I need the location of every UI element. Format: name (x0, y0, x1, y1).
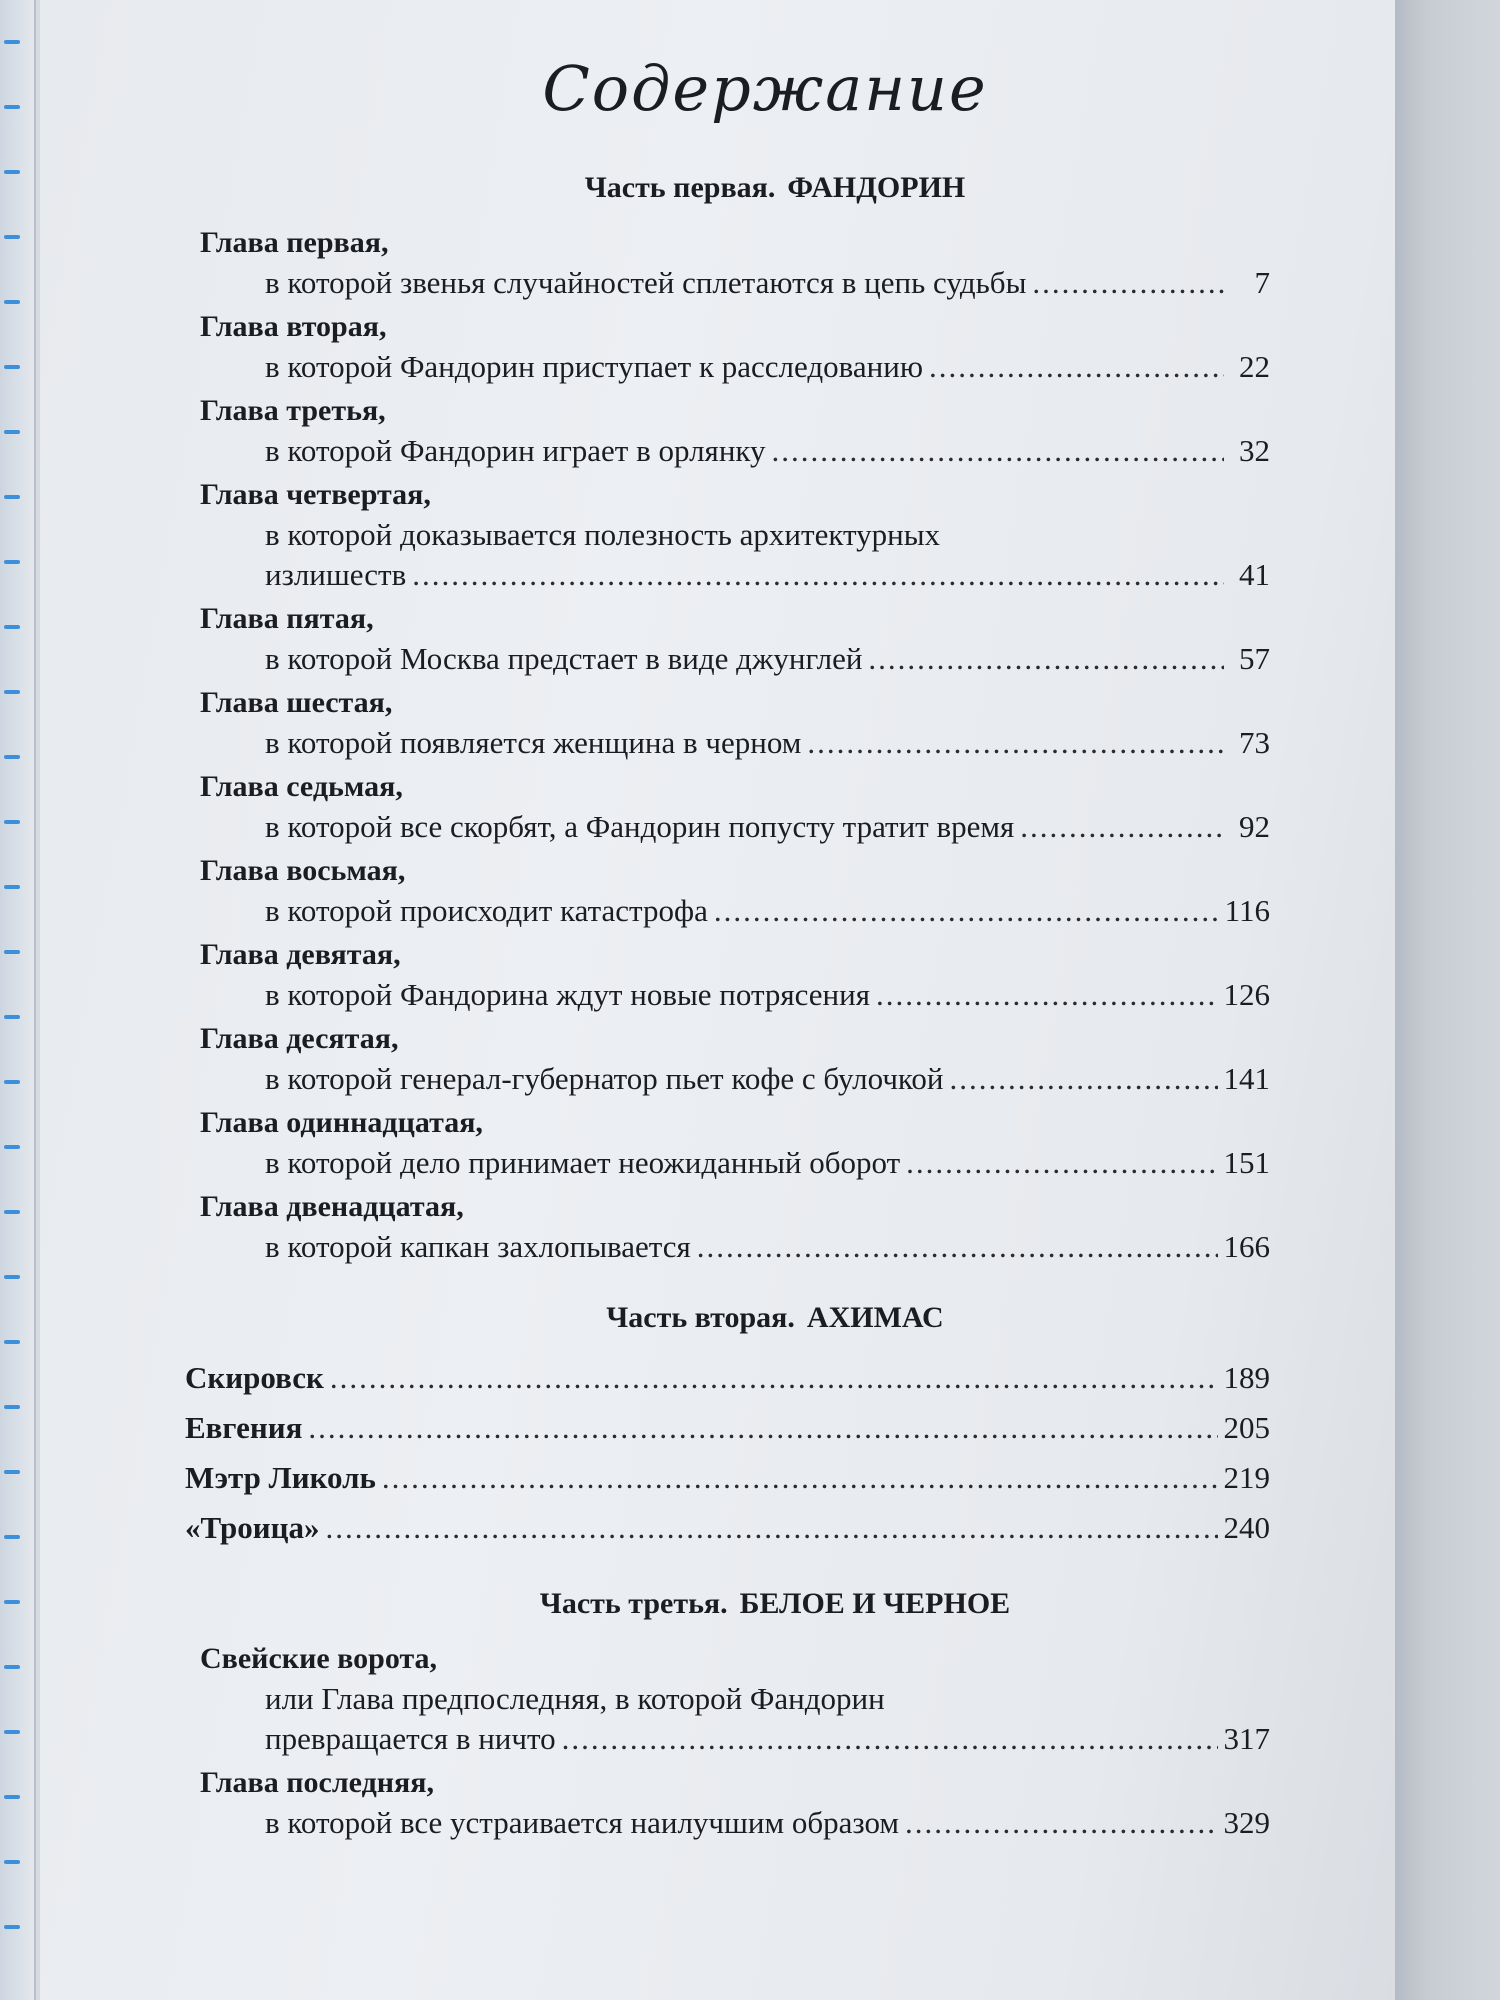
part-name: БЕЛОЕ И ЧЕРНОЕ (739, 1587, 1011, 1620)
chapter-description: в которой Фандорина ждут новые потрясения (265, 977, 870, 1012)
chapter-title: Глава девятая, (200, 938, 401, 971)
part-name: АХИМАС (806, 1301, 944, 1334)
dot-leader (1020, 807, 1224, 847)
chapter-line (265, 1227, 1270, 1267)
binder-edge (0, 0, 36, 2000)
entry-title: «Троица» (185, 1510, 320, 1545)
toc-entry (185, 1503, 1270, 1553)
chapter-title: Глава седьмая, (200, 770, 403, 803)
page-number: 57 (1239, 641, 1270, 676)
chapter-description: в которой появляется женщина в черном (265, 725, 802, 760)
page-title: Содержание (542, 52, 988, 125)
dot-leader (905, 1803, 1218, 1843)
toc-entry (185, 1353, 1270, 1403)
dot-leader (876, 975, 1218, 1015)
dot-leader (929, 347, 1224, 387)
chapter-title: Глава вторая, (200, 310, 387, 343)
page-number: 329 (1223, 1805, 1270, 1840)
chapter-description: в которой Москва предстает в виде джунглей (265, 641, 863, 676)
toc-entry (140, 599, 1270, 679)
page-number: 151 (1223, 1145, 1270, 1180)
part-label: Часть первая. (584, 171, 776, 204)
chapter-line (265, 347, 1270, 387)
chapter-title: Глава восьмая, (200, 854, 406, 887)
chapter-line (265, 975, 1270, 1015)
page-number: 141 (1223, 1061, 1270, 1096)
chapter-description: в которой Фандорин играет в орлянку (265, 433, 766, 468)
page-number: 92 (1239, 809, 1270, 844)
chapter-description: или Глава предпоследняя, в которой Фандорин (265, 1681, 885, 1716)
page-number: 41 (1239, 557, 1270, 592)
part-heading (140, 1301, 1270, 1335)
toc-entry (185, 1453, 1270, 1503)
chapter-description: в которой доказывается полезность архитектурных (265, 517, 941, 552)
page-number: 32 (1239, 433, 1270, 468)
page-number: 219 (1223, 1460, 1270, 1495)
page-number: 205 (1223, 1410, 1270, 1445)
toc-entry (140, 935, 1270, 1015)
part2-entry-list (140, 1353, 1270, 1553)
page-number: 189 (1223, 1360, 1270, 1395)
toc-entry (140, 223, 1270, 303)
dot-leader (308, 1403, 1217, 1453)
chapter-line (265, 1719, 1270, 1759)
chapter-description: в которой генерал-губернатор пьет кофе с булочкой (265, 1061, 944, 1096)
toc-entry (140, 851, 1270, 931)
toc-entry (140, 1639, 1270, 1759)
dot-leader (697, 1227, 1218, 1267)
toc-entry (140, 767, 1270, 847)
dot-leader (1032, 263, 1224, 303)
chapter-line (265, 1143, 1270, 1183)
table-of-contents (140, 40, 1270, 1847)
dot-leader (772, 431, 1224, 471)
dot-leader (325, 1503, 1217, 1553)
part-label: Часть третья. (539, 1587, 728, 1620)
toc-entry (140, 391, 1270, 471)
part-heading (140, 171, 1270, 205)
chapter-line (265, 431, 1270, 471)
page-number: 73 (1239, 725, 1270, 760)
chapter-description: излишеств (265, 557, 407, 592)
entry-title: Скировск (185, 1360, 324, 1395)
chapter-title: Свейские ворота, (200, 1642, 438, 1675)
dot-leader (950, 1059, 1218, 1099)
chapter-description: в которой все скорбят, а Фандорин попусту тратит время (265, 809, 1015, 844)
chapter-description: превращается в ничто (265, 1721, 556, 1756)
chapter-line (265, 555, 1270, 595)
page-number: 166 (1223, 1229, 1270, 1264)
dot-leader (382, 1453, 1218, 1503)
page-number: 116 (1224, 893, 1270, 928)
chapter-title: Глава одиннадцатая, (200, 1106, 483, 1139)
entry-title: Евгения (185, 1410, 303, 1445)
toc-entry (140, 1103, 1270, 1183)
page-number: 317 (1223, 1721, 1270, 1756)
chapter-title: Глава пятая, (200, 602, 374, 635)
page-number: 240 (1223, 1510, 1270, 1545)
toc-entry (140, 475, 1270, 595)
chapter-title: Глава последняя, (200, 1766, 435, 1799)
chapter-title: Глава двенадцатая, (200, 1190, 464, 1223)
toc-entry (185, 1403, 1270, 1453)
chapter-description: в которой все устраивается наилучшим образом (265, 1805, 899, 1840)
chapter-description: в которой дело принимает неожиданный оборот (265, 1145, 901, 1180)
page-number: 126 (1223, 977, 1270, 1012)
dot-leader (562, 1719, 1218, 1759)
chapter-line (265, 807, 1270, 847)
part-heading (140, 1587, 1270, 1621)
chapter-title: Глава шестая, (200, 686, 393, 719)
chapter-description: в которой Фандорин приступает к расследованию (265, 349, 923, 384)
chapter-title: Глава первая, (200, 226, 389, 259)
entry-title: Мэтр Ликоль (185, 1460, 376, 1495)
dot-leader (330, 1353, 1218, 1403)
dot-leader (906, 1143, 1217, 1183)
toc-entry (140, 683, 1270, 763)
part-label: Часть вторая. (606, 1301, 795, 1334)
chapter-line (265, 723, 1270, 763)
chapter-line (265, 891, 1270, 931)
part3-chapter-list (140, 1639, 1270, 1843)
dot-leader (807, 723, 1224, 763)
page-edge (1395, 0, 1500, 2000)
chapter-description: в которой капкан захлопывается (265, 1229, 691, 1264)
dot-leader (868, 639, 1224, 679)
chapter-title: Глава третья, (200, 394, 386, 427)
chapter-line (265, 1803, 1270, 1843)
chapter-line (265, 1059, 1270, 1099)
chapter-description: в которой происходит катастрофа (265, 893, 708, 928)
page-number: 22 (1239, 349, 1270, 384)
chapter-line (265, 263, 1270, 303)
chapter-description: в которой звенья случайностей сплетаются в цепь судьбы (265, 265, 1027, 300)
chapter-title: Глава десятая, (200, 1022, 399, 1055)
toc-entry (140, 1187, 1270, 1267)
dot-leader (714, 891, 1219, 931)
toc-entry (140, 1763, 1270, 1843)
chapter-line (265, 639, 1270, 679)
chapter-title: Глава четвертая, (200, 478, 431, 511)
part1-chapter-list (140, 223, 1270, 1267)
dot-leader (412, 555, 1224, 595)
part-name: ФАНДОРИН (787, 171, 966, 204)
toc-entry (140, 307, 1270, 387)
toc-entry (140, 1019, 1270, 1099)
page-number: 7 (1254, 265, 1270, 300)
